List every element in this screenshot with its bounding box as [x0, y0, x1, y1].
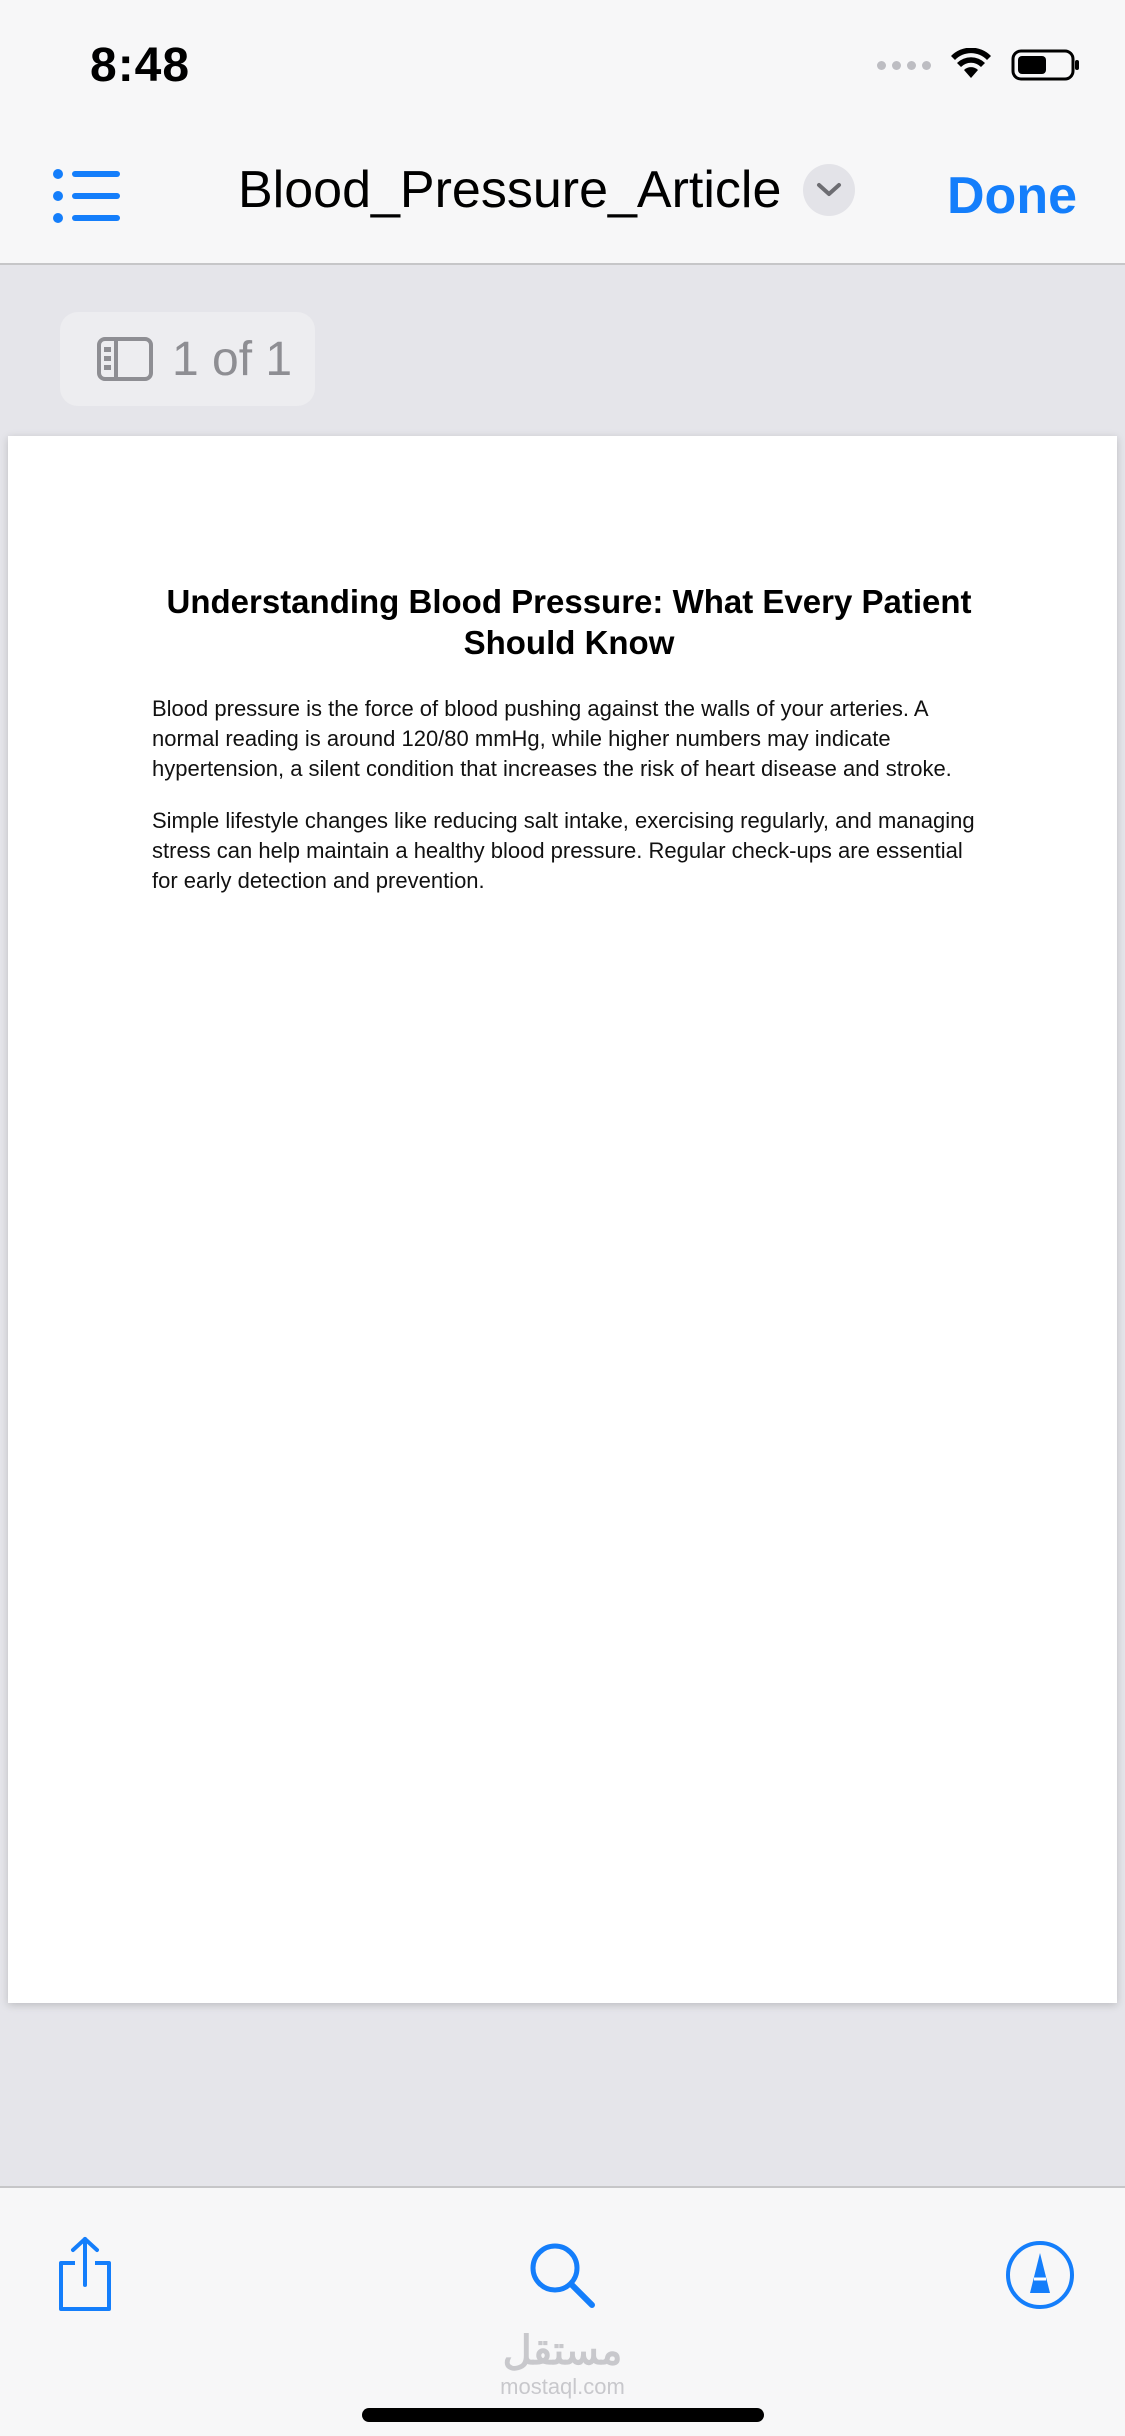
watermark-url: mostaql.com [500, 2374, 625, 2399]
list-bullet-icon [52, 168, 122, 224]
document-title: Blood_Pressure_Article [238, 161, 782, 219]
chevron-down-icon [816, 182, 842, 198]
article-paragraph: Simple lifestyle changes like reducing salt intake, exercising regularly, and managing stress can help maintain a healthy blood pressure. Regular check-ups are essential for early detection and prevention. [152, 808, 975, 893]
home-indicator[interactable] [362, 2408, 764, 2422]
markup-pen-icon [1004, 2239, 1076, 2311]
list-button[interactable] [52, 168, 122, 224]
article-paragraph: Blood pressure is the force of blood pushing against the walls of your arteries. A normal reading is around 120/80 mmHg, while higher numbers may indicate hypertension, a silent condition that increases the risk of heart disease and stroke. [152, 696, 952, 781]
wifi-icon [949, 48, 993, 82]
document-page[interactable] [8, 436, 1117, 2003]
share-button[interactable] [40, 2230, 130, 2320]
page-indicator[interactable] [60, 312, 315, 406]
page-count: 1 of 1 [172, 332, 293, 386]
markup-button[interactable] [995, 2230, 1085, 2320]
cellular-signal-icon [877, 61, 931, 70]
status-icons [877, 48, 1081, 82]
share-icon [53, 2235, 117, 2315]
done-button[interactable]: Done [947, 167, 1077, 225]
watermark-logo: مستقل [502, 2329, 623, 2373]
status-time: 8:48 [90, 39, 191, 92]
article-title: Understanding Blood Pressure: What Every Patient Should Know [166, 583, 972, 661]
title-menu[interactable] [238, 160, 855, 220]
battery-icon [1011, 48, 1081, 82]
bottom-toolbar [0, 2186, 1125, 2436]
search-button[interactable] [517, 2230, 607, 2320]
search-icon [526, 2239, 598, 2311]
top-bar [0, 0, 1125, 265]
title-dropdown-button[interactable] [803, 164, 855, 216]
sidebar-icon [96, 336, 154, 382]
